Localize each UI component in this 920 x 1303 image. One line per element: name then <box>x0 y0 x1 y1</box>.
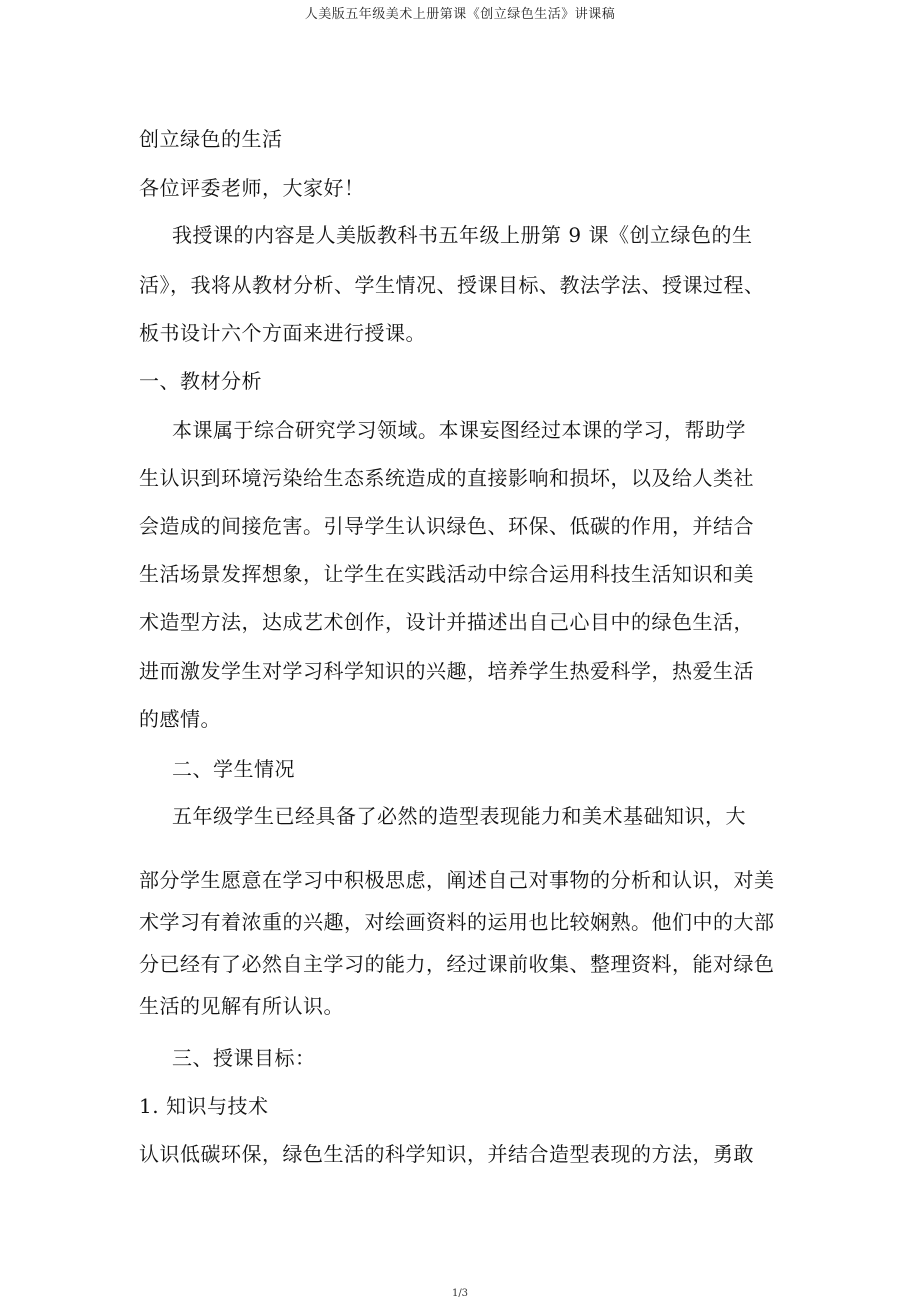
page-header: 人美版五年级美术上册第课《创立绿色生活》讲课稿 <box>304 7 616 22</box>
intro-paragraph-line: 我授课的内容是人美版教科书五年级上册第 9 课《创立绿色的生 <box>172 223 753 247</box>
page-number: 1/3 <box>451 1288 469 1299</box>
analysis-paragraph-line: 的感情。 <box>139 707 221 731</box>
document-title: 创立绿色的生活 <box>139 127 283 151</box>
analysis-paragraph-line: 生活场景发挥想象，让学生在实践活动中综合运用科技生活知识和美 <box>139 562 754 586</box>
subsection-heading-knowledge-skills: 1. 知识与技术 <box>139 1094 269 1118</box>
student-paragraph-line: 分已经有了必然自主学习的能力，经过课前收集、整理资料，能对绿色 <box>139 952 775 976</box>
student-paragraph-line: 部分学生愿意在学习中积极思虑，阐述自己对事物的分析和认识，对美 <box>139 868 775 892</box>
section-heading-student-situation: 二、学生情况 <box>172 757 295 781</box>
section-heading-teaching-goals: 三、授课目标： <box>172 1046 316 1070</box>
greeting-line: 各位评委老师，大家好！ <box>139 176 365 200</box>
student-paragraph-line: 五年级学生已经具备了必然的造型表现能力和美术基础知识，大 <box>172 804 746 828</box>
student-paragraph-line: 生活的见解有所认识。 <box>139 994 344 1018</box>
section-heading-textbook-analysis: 一、教材分析 <box>139 369 262 393</box>
analysis-paragraph-line: 进而激发学生对学习科学知识的兴趣，培养学生热爱科学，热爱生活 <box>139 659 754 683</box>
intro-paragraph-line: 活》，我将从教材分析、学生情况、授课目标、教法学法、授课过程、 <box>139 273 765 297</box>
analysis-paragraph-line: 本课属于综合研究学习领域。本课妄图经过本课的学习，帮助学 <box>172 418 746 442</box>
analysis-paragraph-line: 会造成的间接危害。引导学生认识绿色、环保、低碳的作用，并结合 <box>139 514 754 538</box>
goals-paragraph-line: 认识低碳环保，绿色生活的科学知识，并结合造型表现的方法，勇敢 <box>139 1142 754 1166</box>
intro-paragraph-line: 板书设计六个方面来进行授课。 <box>139 321 426 345</box>
student-paragraph-line: 术学习有着浓重的兴趣，对绘画资料的运用也比较娴熟。他们中的大部 <box>139 910 775 934</box>
analysis-paragraph-line: 术造型方法，达成艺术创作，设计并描述出自己心目中的绿色生活， <box>139 610 754 634</box>
analysis-paragraph-line: 生认识到环境污染给生态系统造成的直接影响和损坏，以及给人类社 <box>139 466 754 490</box>
